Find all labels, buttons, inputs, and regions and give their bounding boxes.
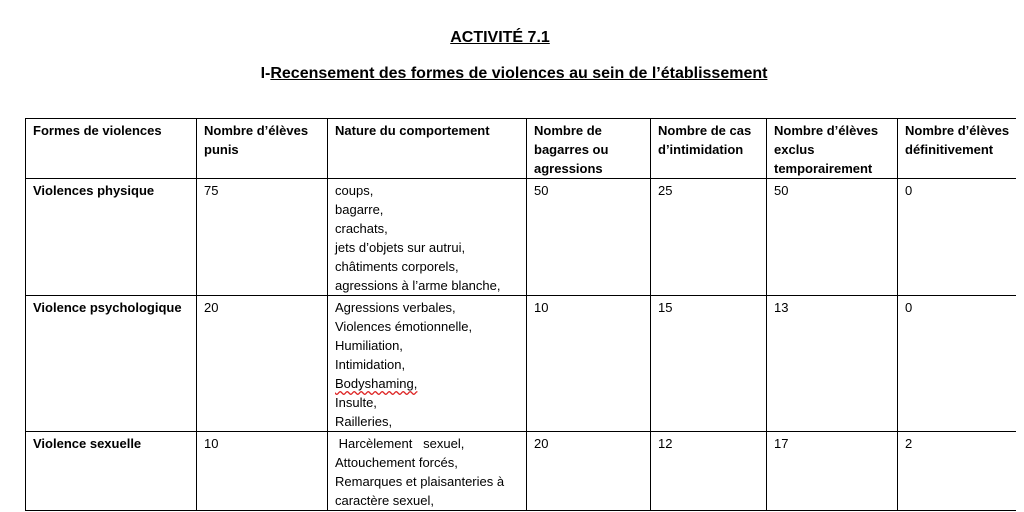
row-label: Violence sexuelle [26,432,197,511]
nature-item: bagarre, [335,202,384,217]
nature-item: Harcèlement sexuel, [335,436,465,451]
cell-nature [328,296,527,432]
nature-item: Railleries, [335,414,393,429]
cell-nature [328,179,527,296]
header-cell-punis [197,119,328,179]
header-line: punis [204,142,239,157]
cell-exclus-def: 0 [898,296,1017,432]
cell-bagarres: 20 [527,432,651,511]
nature-item: coups, [335,183,374,198]
nature-item: Violences émotionnelle, [335,319,473,334]
header-line: Nombre de cas [658,123,752,138]
header-line: Nombre d’élèves [905,123,1010,138]
nature-item [335,374,519,393]
header-line: exclus [774,142,815,157]
cell-punis: 10 [197,432,328,511]
header-line: Formes de violences [33,123,162,138]
section-heading-text: Recensement des formes de violences au sein de l’établissement [270,65,768,82]
header-line: d’intimidation [658,142,744,157]
nature-item: Humiliation, [335,338,403,353]
cell-bagarres: 10 [527,296,651,432]
section-heading [0,64,1024,84]
nature-item: caractère sexuel, [335,493,434,508]
nature-item: Insulte, [335,395,377,410]
cell-punis: 75 [197,179,328,296]
row-label: Violences physique [26,179,197,296]
header-line: définitivement [905,142,994,157]
row-label: Violence psychologique [26,296,197,432]
header-line: temporairement [774,161,873,176]
nature-item: Remarques et plaisanteries à [335,474,505,489]
table-row-violence-psychologique [26,296,1017,432]
nature-item: Agressions verbales, [335,300,456,315]
cell-intimidation: 12 [651,432,767,511]
cell-exclus-def: 0 [898,179,1017,296]
cell-bagarres: 50 [527,179,651,296]
document-title: ACTIVITÉ 7.1 [450,29,550,46]
nature-item: Attouchement forcés, [335,455,458,470]
spellcheck-flagged-word: Bodyshaming, [335,376,418,391]
table-row-violences-physique [26,179,1017,296]
section-heading-prefix: I- [260,65,271,82]
cell-exclus-temp: 13 [767,296,898,432]
cell-nature [328,432,527,511]
cell-intimidation: 15 [651,296,767,432]
cell-exclus-temp: 17 [767,432,898,511]
header-line: Nombre d’élèves [774,123,879,138]
cell-exclus-temp: 50 [767,179,898,296]
cell-intimidation: 25 [651,179,767,296]
cell-exclus-def: 2 [898,432,1017,511]
header-line: Nombre d’élèves [204,123,309,138]
table-header-row [26,119,1017,179]
nature-item: crachats, [335,221,388,236]
violence-census-table [25,118,1016,511]
nature-item: agressions à l’arme blanche, [335,278,501,293]
header-line: Nombre de [534,123,602,138]
header-line: agressions [534,161,603,176]
cell-punis: 20 [197,296,328,432]
header-line: Nature du comportement [335,123,490,138]
table-row-violence-sexuelle [26,432,1017,511]
nature-item: châtiments corporels, [335,259,459,274]
header-cell-intimidation [651,119,767,179]
header-cell-nature [328,119,527,179]
header-cell-bagarres [527,119,651,179]
nature-item: jets d’objets sur autrui, [335,240,466,255]
header-cell-exclus-def [898,119,1017,179]
header-cell-exclus-temp [767,119,898,179]
header-line: bagarres ou [534,142,609,157]
nature-item: Intimidation, [335,357,406,372]
header-cell-formes [26,119,197,179]
